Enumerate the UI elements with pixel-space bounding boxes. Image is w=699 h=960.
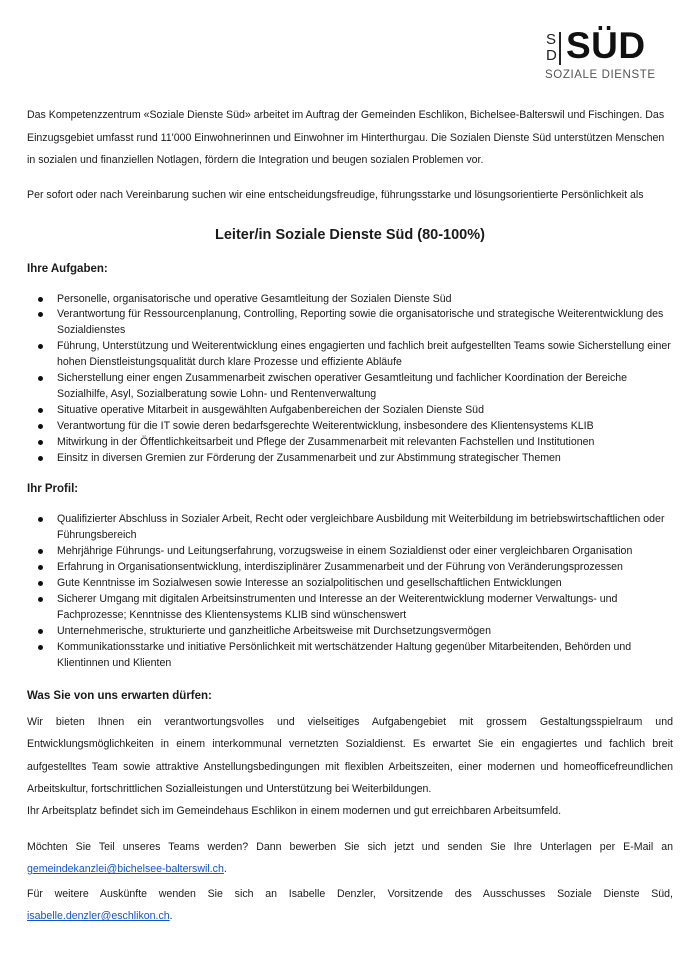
info-email-suffix: . <box>169 910 173 923</box>
tasks-heading: Ihre Aufgaben: <box>27 262 108 275</box>
application-email-suffix: . <box>223 863 227 876</box>
job-title: Leiter/in Soziale Dienste Süd (80-100%) <box>215 226 485 243</box>
logo-letter-d: D <box>546 47 557 64</box>
logo-divider-bar <box>559 32 561 65</box>
list-item: Unternehmerische, strukturierte und ganzheitliche Arbeitsweise mit Durchsetzungsvermögen <box>27 624 673 640</box>
info-paragraph <box>27 883 673 928</box>
intro-paragraph: Das Kompetenzzentrum «Soziale Dienste Süd» arbeitet im Auftrag der Gemeinden Eschlikon, Bichelsee-Balterswil und Fischingen. Das Einzugsgebiet umfasst rund 11'000 Einwohnerinnen und Einwohner im Hinterthurgau. Die Sozialen Dienste Süd unterstützen Menschen in sozialen und finanziellen Notlagen, fördern die Integration und beugen sozialen Problemen vor. <box>27 109 665 166</box>
document-body <box>27 104 673 928</box>
application-text: Möchten Sie Teil unseres Teams werden? Dann bewerben Sie sich jetzt und senden Sie Ihre Unterlagen per E-Mail an <box>27 840 673 853</box>
logo-subtitle: SOZIALE DIENSTE <box>545 69 656 81</box>
list-item: Personelle, organisatorische und operative Gesamtleitung der Sozialen Dienste Süd <box>27 292 673 308</box>
lead-paragraph: Per sofort oder nach Vereinbarung suchen wir eine entscheidungsfreudige, führungsstarke und lösungsorientierte Persönlichkeit als <box>27 188 644 201</box>
workplace-paragraph: Ihr Arbeitsplatz befindet sich im Gemeindehaus Eschlikon in einem modernen und gut erreichbaren Arbeitsumfeld. <box>27 804 562 817</box>
logo-wordmark: SÜD <box>566 25 646 66</box>
list-item: Qualifizierter Abschluss in Sozialer Arbeit, Recht oder vergleichbare Ausbildung mit Weiterbildung im betriebswirtschaftlichen oder Führungsbereich <box>27 512 673 544</box>
profile-heading: Ihr Profil: <box>27 483 79 496</box>
list-item: Führung, Unterstützung und Weiterentwicklung eines engagierten und fachlich breit aufgestellten Teams sowie Sicherstellung einer hohen Dienstleistungsqualität durch klare Prozesse und effiziente Abläufe <box>27 339 673 371</box>
list-item: Sicherer Umgang mit digitalen Arbeitsinstrumenten und Interesse an der Weiterentwicklung moderner Verwaltungs- und Fachprozesse; Kenntnisse des Klientensystems KLIB sind wünschenswert <box>27 592 673 624</box>
offer-heading: Was Sie von uns erwarten dürfen: <box>27 689 212 702</box>
info-email-link[interactable]: isabelle.denzler@eschlikon.ch <box>27 910 170 923</box>
list-item: Mehrjährige Führungs- und Leitungserfahrung, vorzugsweise in einem Sozialdienst oder einer vergleichbaren Organisation <box>27 544 673 560</box>
application-paragraph <box>27 836 673 881</box>
list-item: Einsitz in diversen Gremien zur Förderung der Zusammenarbeit und zur Abstimmung strategischer Themen <box>27 451 673 467</box>
info-text: Für weitere Auskünfte wenden Sie sich an Isabelle Denzler, Vorsitzende des Ausschusses Soziale Dienste Süd, <box>27 887 673 900</box>
offer-paragraph: Wir bieten Ihnen ein verantwortungsvolles und vielseitiges Aufgabengebiet mit grossem Gestaltungsspielraum und Entwicklungsmöglichkeiten in einem interkommunal vernetzten Sozialdienst. Es erwartet Sie ein engagiertes und fachlich breit aufgestelltes Team sowie attraktive Anstellungsbedingungen mit flexiblen Arbeitszeiten, einer modernen und homeofficefreundlichen Arbeitskultur, fortschrittlichen Sozialleistungen und Unterstützung bei Weiterbildungen. <box>27 715 673 796</box>
list-item: Kommunikationsstarke und initiative Persönlichkeit mit wertschätzender Haltung gegenüber Mitarbeitenden, Behörden und Klientinnen und Klienten <box>27 640 673 672</box>
profile-list <box>27 512 673 671</box>
logo-sd-mark <box>544 30 562 66</box>
list-item: Erfahrung in Organisationsentwicklung, interdisziplinärer Zusammenarbeit und der Führung von Veränderungsprozessen <box>27 560 673 576</box>
tasks-list <box>27 292 673 467</box>
logo-letter-s: S <box>546 31 557 48</box>
list-item: Situative operative Mitarbeit in ausgewählten Aufgabenbereichen der Sozialen Dienste Süd <box>27 403 673 419</box>
list-item: Gute Kenntnisse im Sozialwesen sowie Interesse an sozialpolitischen und gesellschaftlichen Entwicklungen <box>27 576 673 592</box>
soziale-dienste-sud-logo <box>544 25 656 84</box>
list-item: Mitwirkung in der Öffentlichkeitsarbeit und Pflege der Zusammenarbeit mit relevanten Fachstellen und Institutionen <box>27 435 673 451</box>
list-item: Sicherstellung einer engen Zusammenarbeit zwischen operativer Gesamtleitung und fachlicher Koordination der Bereiche Sozialhilfe, Asyl, Sozialberatung sowie Lohn- und Rentenverwaltung <box>27 371 673 403</box>
list-item: Verantwortung für die IT sowie deren bedarfsgerechte Weiterentwicklung, insbesondere des Klientensystems KLIB <box>27 419 673 435</box>
application-email-link[interactable]: gemeindekanzlei@bichelsee-balterswil.ch <box>27 863 224 876</box>
list-item: Verantwortung für Ressourcenplanung, Controlling, Reporting sowie die organisatorische und strategische Weiterentwicklung des Sozialdienstes <box>27 307 673 339</box>
